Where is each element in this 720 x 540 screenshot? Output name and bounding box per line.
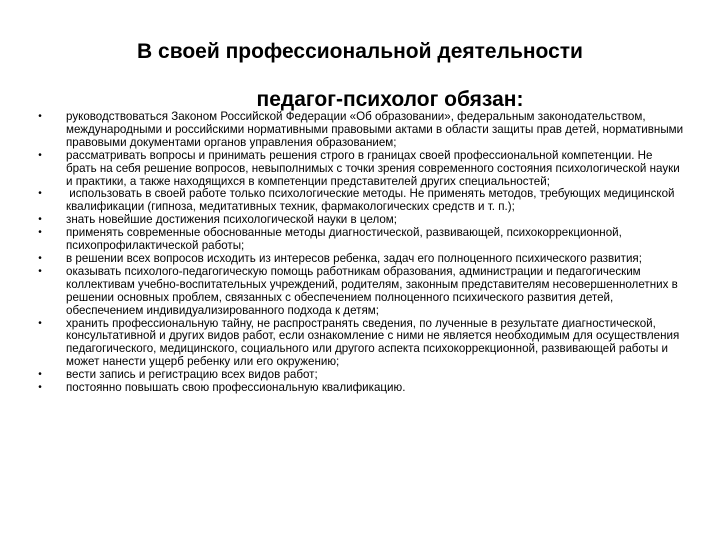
bullet-icon: •: [38, 227, 42, 239]
list-item: [36, 253, 686, 266]
bullet-icon: •: [38, 111, 42, 122]
list-item: [36, 111, 686, 150]
bullet-icon: •: [38, 214, 42, 226]
title-line-2: педагог-психолог обязан:: [256, 88, 524, 111]
bullet-icon: •: [38, 382, 42, 394]
list-item-text: руководствоваться Законом Российской Федерации «Об образовании», федеральным законодательством, международными и российскими нормативными правовыми актами в области защиты прав детей, нормативными правовыми документами органов управления образованием;: [66, 110, 684, 149]
bullet-icon: •: [38, 369, 42, 381]
list-item-text: рассматривать вопросы и принимать решения строго в границах своей профессиональной компетенции. Не брать на себя решение вопросов, невыполнимых с точки зрения современного состояния психологической науки и практики, а также находящихся в компетенции представителей других специальностей;: [66, 148, 680, 188]
list-item-text: в решении всех вопросов исходить из интересов ребенка, задач его полноценного психического развития;: [66, 251, 642, 265]
list-item-text: постоянно повышать свою профессиональную квалификацию.: [66, 381, 406, 395]
list-item: [36, 227, 686, 253]
list-item-text: применять современные обоснованные методы диагностической, развивающей, психокоррекционной, психопрофилактической работы;: [66, 226, 622, 253]
bullet-icon: •: [38, 317, 42, 329]
list-item-text: вести запись и регистрацию всех видов работ;: [66, 368, 318, 382]
list-item-text: использовать в своей работе только психологические методы. Не применять методов, требующих медицинской квалификации (гипноза, медитативных техник, фармакологических средств и т. п.);: [66, 187, 678, 214]
list-item-text: оказывать психолого-педагогическую помощь работникам образования, администрации и педагогическим коллективам учебно-воспитательных учреждений, родителям, законным представителям несовершеннолетних в решении основных проблем, связанных с обеспечением полноценного психического развития детей, обеспечением индивидуализированного подхода к детям;: [66, 264, 678, 317]
list-item-text: хранить профессиональную тайну, не распространять сведения, по лученные в результате диагностической, консультативной и других видов работ, если ознакомление с ними не является необходимым для осуществления педагогического, медицинского, социального или другого аспекта психокоррекционной, развивающей работы и может нанести ущерб ребенку или его окружению;: [66, 316, 680, 369]
list-item: [36, 318, 686, 370]
list-item: [36, 188, 686, 214]
list-item-text: знать новейшие достижения психологической науки в целом;: [66, 213, 397, 227]
duties-list: [36, 111, 686, 395]
list-item: [36, 382, 686, 395]
bullet-icon: •: [38, 265, 42, 277]
list-item: [36, 266, 686, 318]
bullet-icon: •: [38, 149, 42, 161]
title-line-1: В своей профессиональной деятельности: [137, 40, 583, 63]
bullet-icon: •: [38, 252, 42, 264]
list-item: [36, 150, 686, 189]
bullet-icon: •: [38, 188, 42, 200]
